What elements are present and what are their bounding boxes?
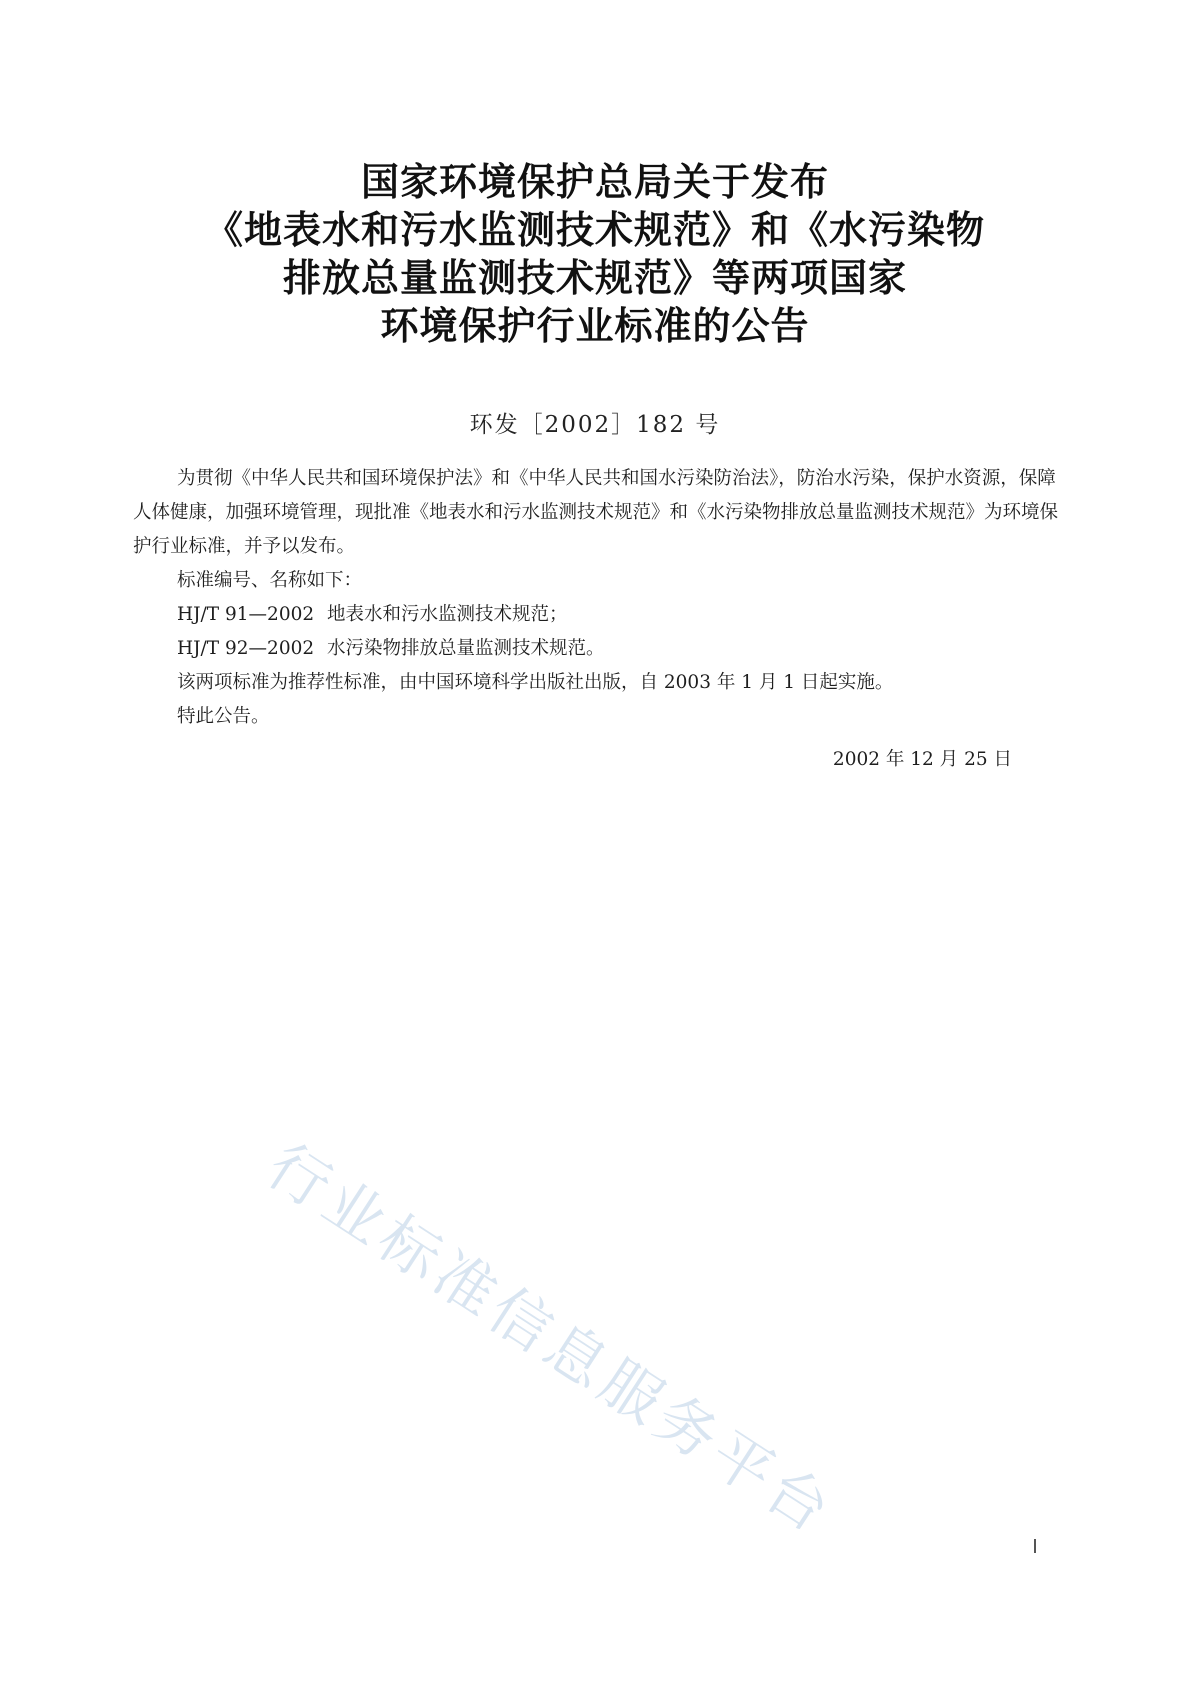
standards-list-intro: 标准编号、名称如下：: [177, 570, 363, 591]
title-line-4: 环境保护行业标准的公告: [380, 304, 810, 348]
implementation-paragraph: 该两项标准为推荐性标准，由中国环境科学出版社出版，自 2003 年 1 月 1 日起实施。: [177, 672, 894, 693]
announcement-body: [133, 462, 1063, 734]
scan-artifact-mark: [1034, 1539, 1036, 1553]
standard-name: 水污染物排放总量监测技术规范。: [327, 638, 605, 659]
standard-item: [133, 598, 1063, 632]
standard-item: [133, 632, 1063, 666]
document-title: [0, 158, 1190, 350]
standard-code: HJ/T 91—2002: [177, 604, 315, 625]
standard-code: HJ/T 92—2002: [177, 638, 315, 659]
standard-name: 地表水和污水监测技术规范；: [327, 604, 568, 625]
intro-paragraph: 为贯彻《中华人民共和国环境保护法》和《中华人民共和国水污染防治法》，防治水污染，保护水资源，保障人体健康，加强环境管理，现批准《地表水和污水监测技术规范》和《水污染物排放总量监测技术规范》为环境保护行业标准，并予以发布。: [133, 468, 1059, 557]
document-number: 环发［2002］182 号: [469, 412, 721, 438]
closing-line: 特此公告。: [177, 706, 270, 727]
issue-date: 2002 年 12 月 25 日: [832, 749, 1012, 770]
title-line-3: 排放总量监测技术规范》等两项国家: [282, 256, 907, 300]
watermark: 行业标准信息服务平台: [254, 1130, 847, 1550]
title-line-1: 国家环境保护总局关于发布: [360, 160, 829, 204]
title-line-2: 《地表水和污水监测技术规范》和《水污染物: [204, 208, 985, 252]
